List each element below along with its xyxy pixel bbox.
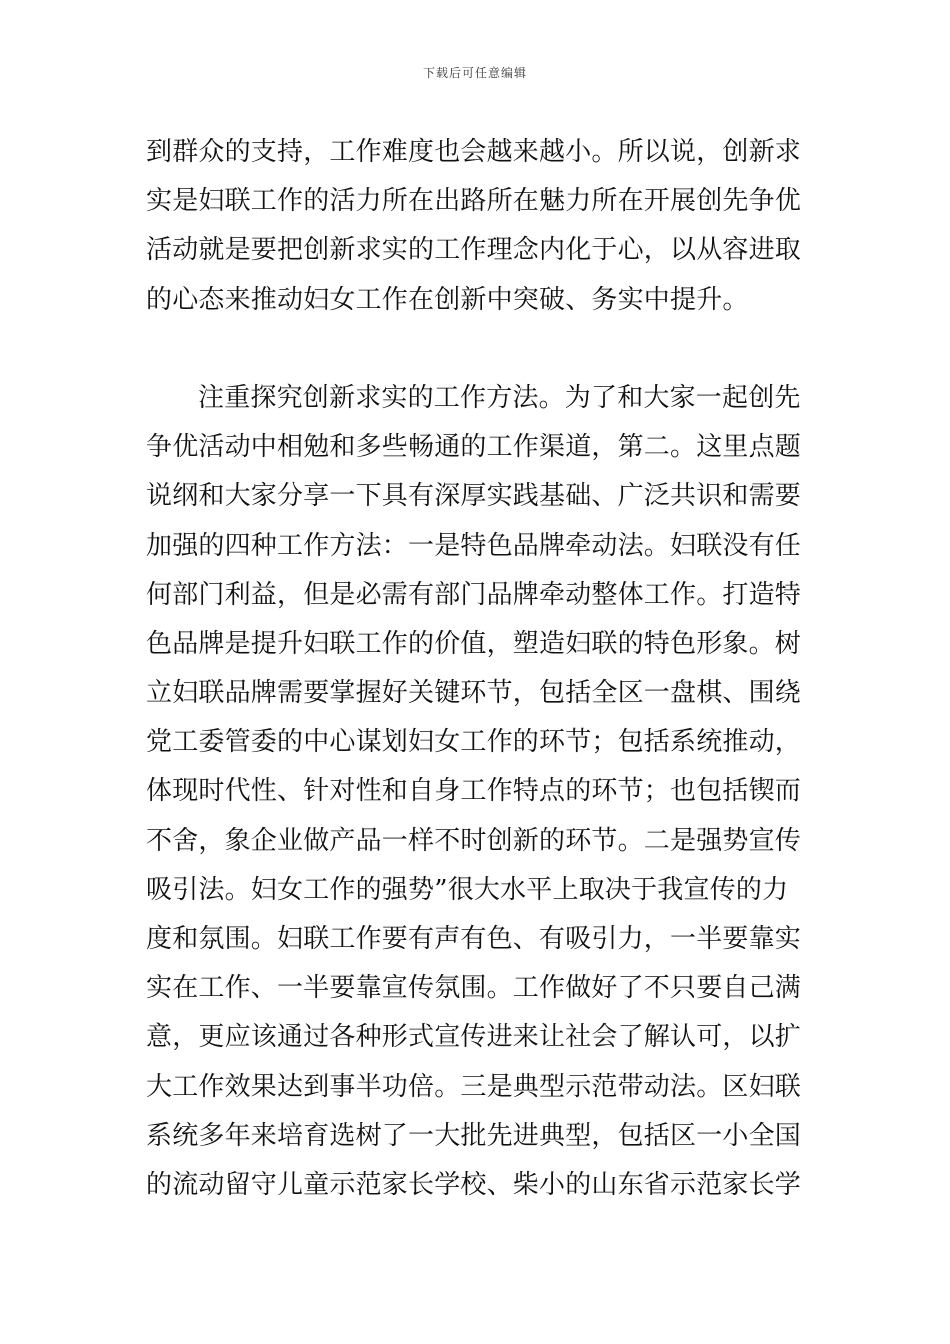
text-line: 实是妇联工作的活力所在出路所在魅力所在开展创先争优: [146, 186, 802, 217]
document-body: [146, 128, 810, 1210]
text-line: 立妇联品牌需要掌握好关键环节，包括全区一盘棋、围绕: [146, 678, 802, 709]
text-line: 争优活动中相勉和多些畅通的工作渠道，第二。这里点题: [146, 432, 802, 463]
text-line: 大工作效果达到事半功倍。三是典型示范带动法。区妇联: [146, 1071, 802, 1102]
text-line: 注重探究创新求实的工作方法。为了和大家一起创先: [198, 382, 801, 413]
paragraph-gap: [146, 325, 810, 374]
text-line: 的心态来推动妇女工作在创新中突破、务实中提升。: [146, 284, 749, 315]
text-line: 活动就是要把创新求实的工作理念内化于心，以从容进取: [146, 235, 802, 266]
text-line: 说纲和大家分享一下具有深厚实践基础、广泛共识和需要: [146, 481, 802, 512]
page-header: 下载后可任意编辑: [422, 66, 527, 80]
text-line: 何部门利益，但是必需有部门品牌牵动整体工作。打造特: [146, 579, 802, 610]
text-line: 加强的四种工作方法：一是特色品牌牵动法。妇联没有任: [146, 530, 802, 561]
paragraph-1: [146, 128, 810, 325]
text-line: 的流动留守儿童示范家长学校、柴小的山东省示范家长学: [146, 1169, 802, 1200]
text-line: 体现时代性、针对性和自身工作特点的环节；也包括锲而: [146, 776, 802, 807]
text-line: 意，更应该通过各种形式宣传进来让社会了解认可，以扩: [146, 1022, 802, 1053]
paragraph-2: [146, 374, 810, 1210]
text-line: 色品牌是提升妇联工作的价值，塑造妇联的特色形象。树: [146, 628, 802, 659]
text-line: 吸引法。妇女工作的强势”很大水平上取决于我宣传的力: [146, 874, 789, 905]
text-line: 党工委管委的中心谋划妇女工作的环节；包括系统推动，: [146, 727, 802, 758]
text-line: 不舍，象企业做产品一样不时创新的环节。二是强势宣传: [146, 825, 802, 856]
text-line: 度和氛围。妇联工作要有声有色、有吸引力，一半要靠实: [146, 924, 802, 954]
text-line: 到群众的支持，工作难度也会越来越小。所以说，创新求: [146, 137, 802, 167]
text-line: 系统多年来培育选树了一大批先进典型，包括区一小全国: [146, 1120, 802, 1151]
text-line: 实在工作、一半要靠宣传氛围。工作做好了不只要自己满: [146, 973, 802, 1004]
